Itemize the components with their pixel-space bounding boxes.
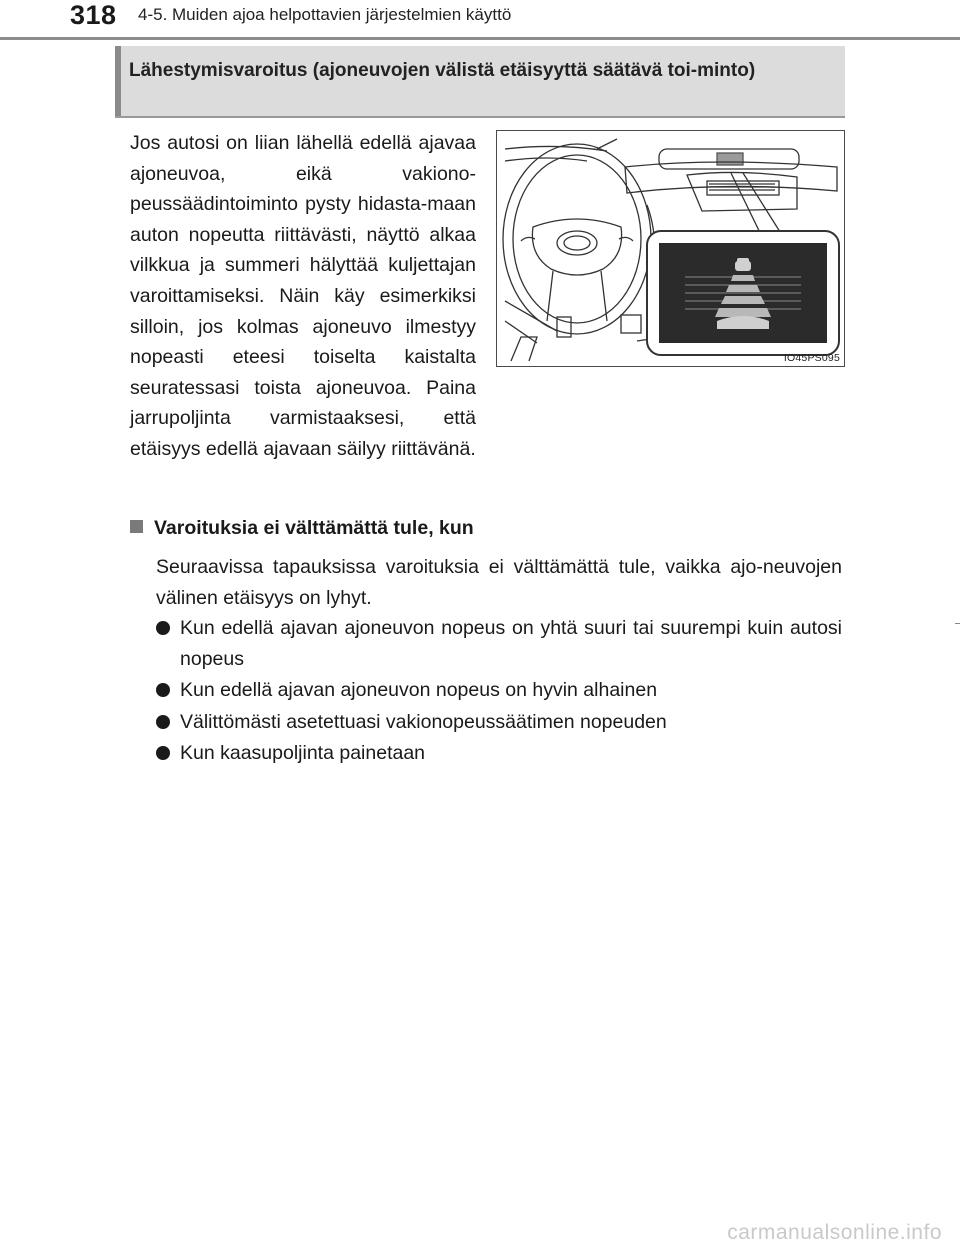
subsection-heading-text: Varoituksia ei välttämättä tule, kun: [154, 517, 474, 539]
vehicle-icon: [735, 258, 751, 271]
page-number: 318: [70, 0, 117, 30]
subsection-heading: [130, 517, 474, 540]
edge-tab-mark: [955, 623, 960, 624]
bullet-dot-icon: [156, 715, 170, 729]
condition-list: [156, 613, 842, 770]
section-title: Lähestymisvaroitus (ajoneuvojen välistä etäisyyttä säätävä toi-minto): [129, 60, 756, 81]
subsection-paragraph: Seuraavissa tapauksissa varoituksia ei välttämättä tule, vaikka ajo-neuvojen välinen etäisyys on lyhyt.: [156, 556, 842, 609]
figure-code: IO45PS095: [783, 352, 840, 364]
watermark: carmanualsonline.info: [727, 1221, 942, 1244]
running-header: 4-5. Muiden ajoa helpottavien järjestelmien käyttö: [138, 5, 512, 24]
section-heading-bar: [115, 46, 121, 116]
intro-paragraph: Jos autosi on liian lähellä edellä ajavaa ajoneuvoa, eikä vakiono-peussäädintoiminto pysty hidasta-maan auton nopeutta riittävästi, näyttö alkaa vilkkua ja summeri hälyttää kuljettajan varoittamiseksi. Näin käy esimerkiksi silloin, jos kolmas ajoneuvo ilmestyy nopeasti eteesi toiselta kaistalta seuratessasi toista ajoneuvoa. Paina jarrupoljinta varmistaaksesi, että etäisyys edellä ajavaan säilyy riittävänä.: [130, 132, 476, 460]
list-item: Välittömästi asetettuasi vakionopeussäätimen nopeuden: [156, 707, 842, 738]
dashboard-illustration: [496, 130, 845, 367]
square-bullet-icon: [130, 520, 143, 533]
list-item: Kun edellä ajavan ajoneuvon nopeus on yhtä suuri tai suurempi kuin autosi nopeus: [156, 613, 842, 674]
header-rule: [0, 37, 960, 40]
bullet-dot-icon: [156, 746, 170, 760]
dashboard-drawing: [497, 131, 845, 367]
bullet-dot-icon: [156, 683, 170, 697]
section-heading-box: [115, 46, 845, 118]
bullet-dot-icon: [156, 621, 170, 635]
list-item: Kun kaasupoljinta painetaan: [156, 738, 842, 769]
list-item: Kun edellä ajavan ajoneuvon nopeus on hyvin alhainen: [156, 675, 842, 706]
